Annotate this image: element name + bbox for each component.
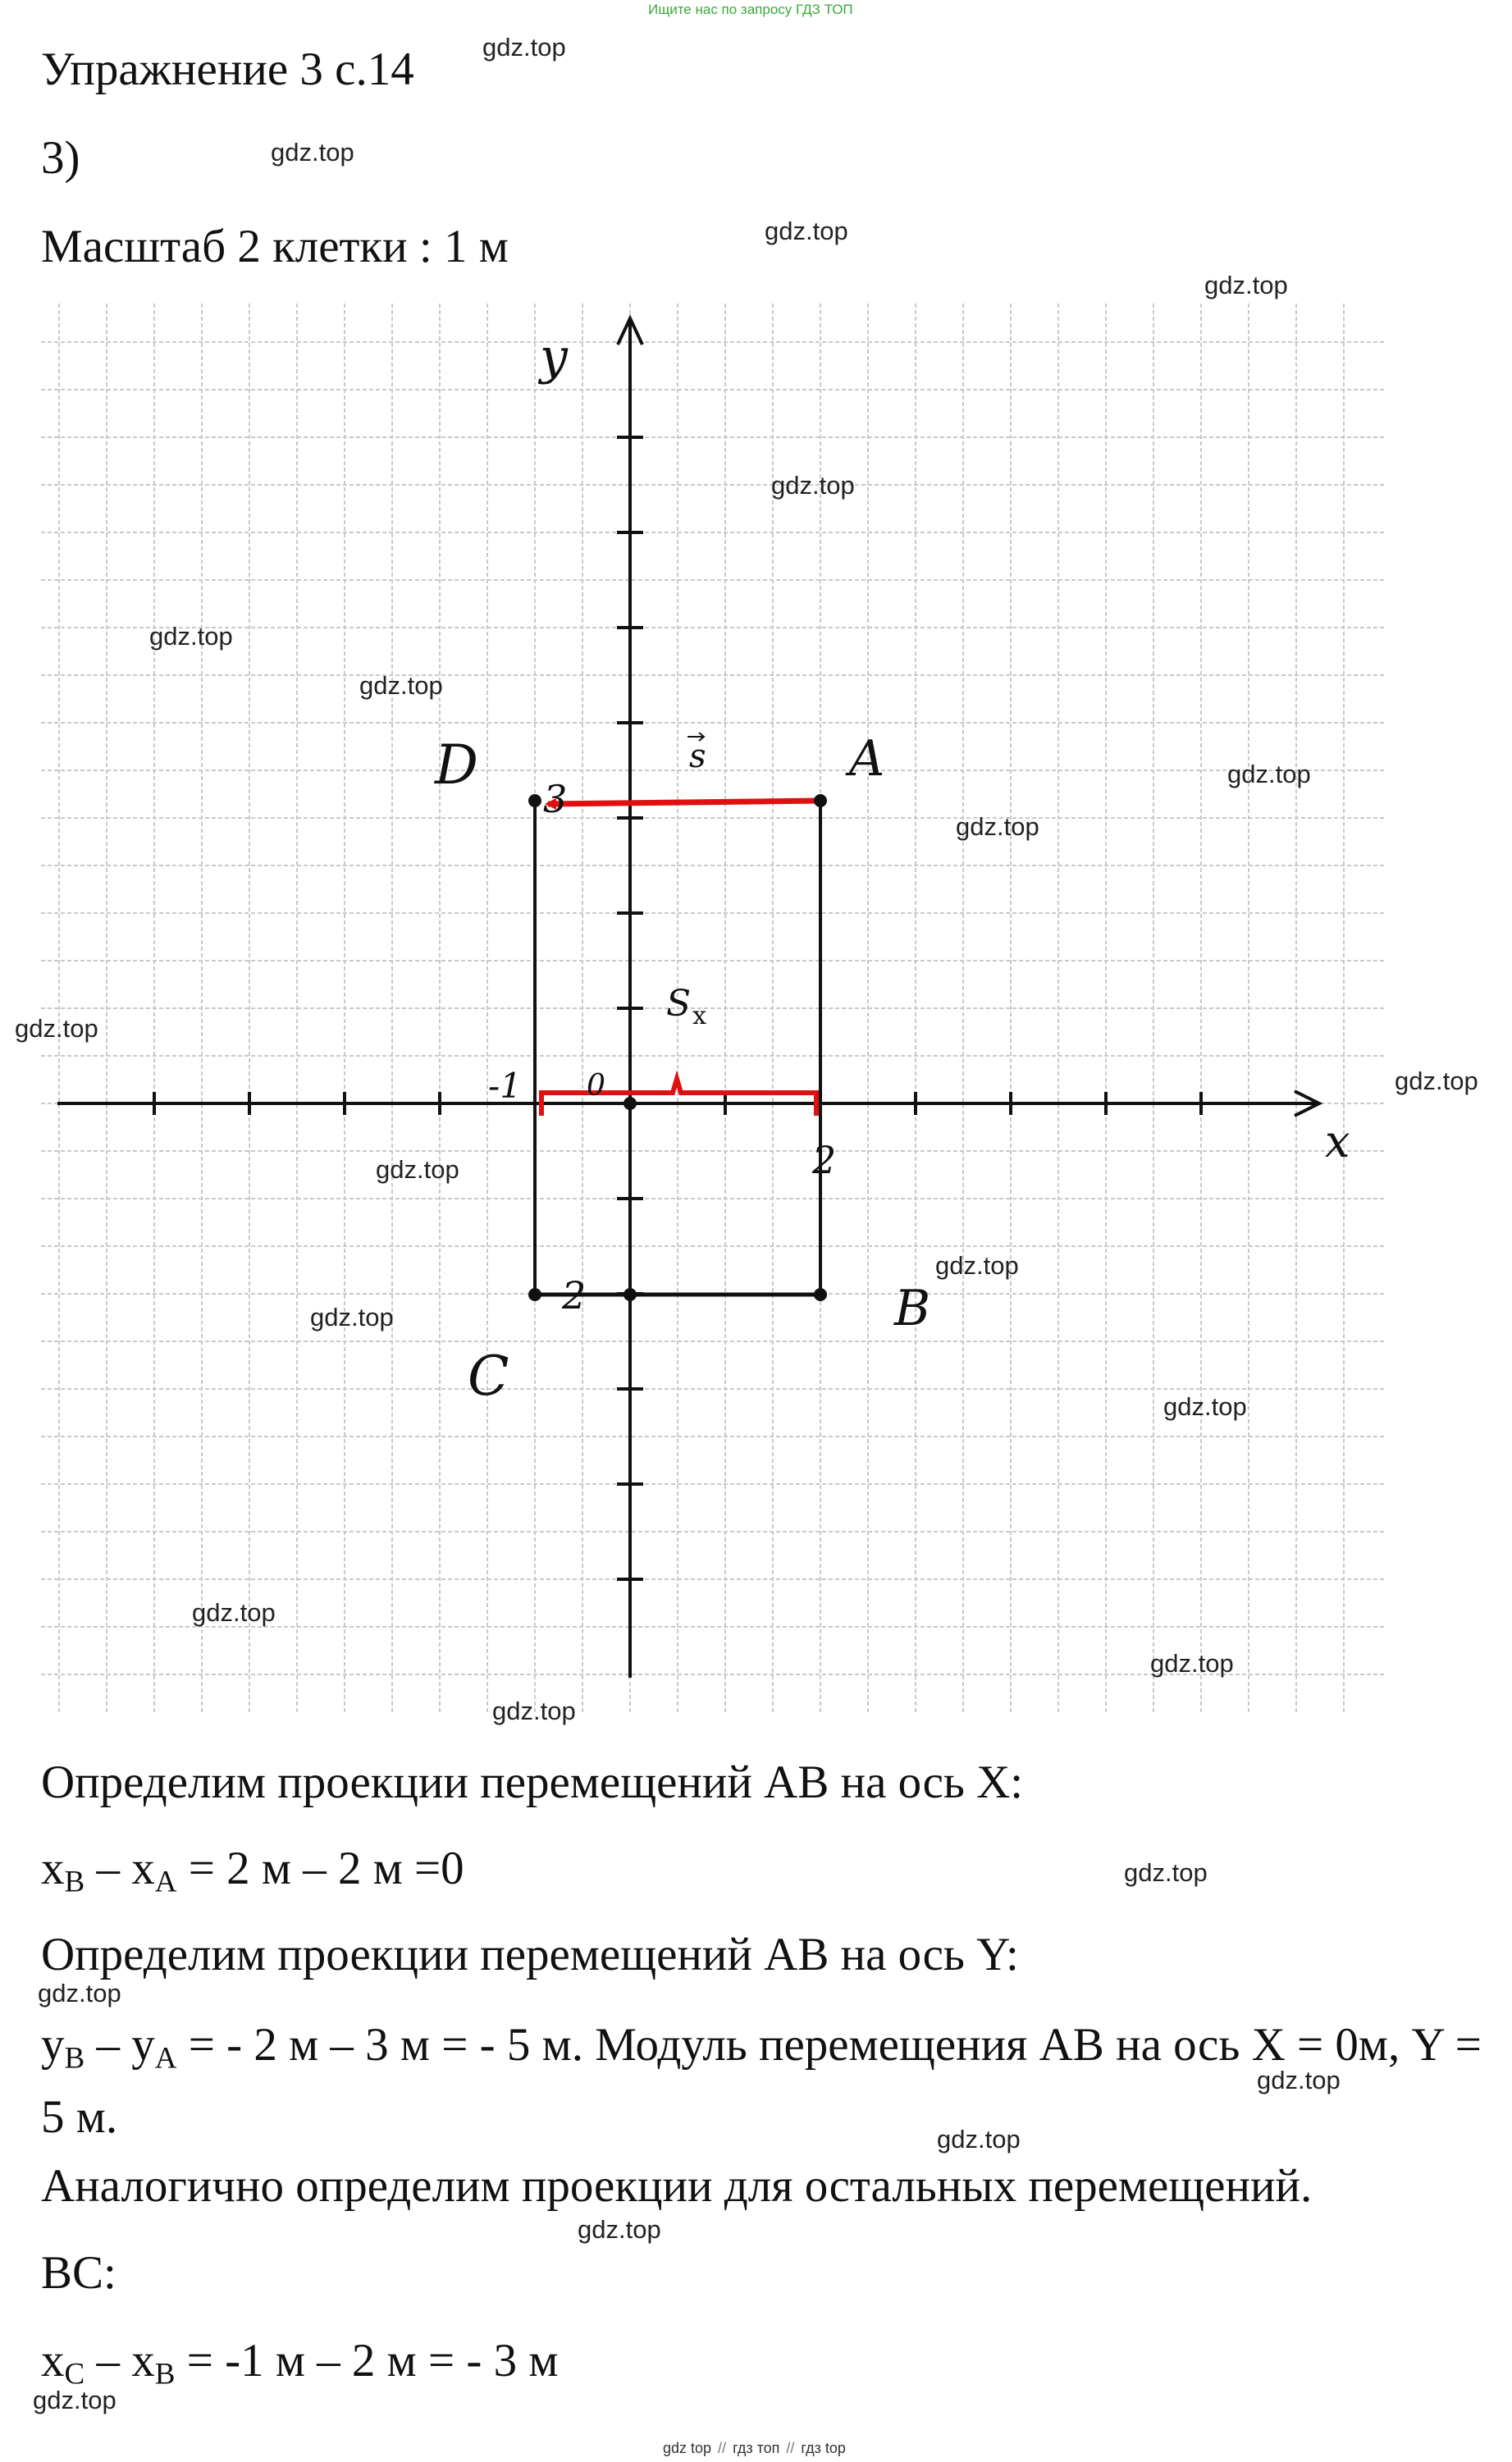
- point-d-label: D: [435, 733, 478, 797]
- footer-link[interactable]: гдз топ: [733, 2440, 780, 2456]
- y-three-label: 3: [543, 777, 568, 821]
- point-b-dot: [814, 1288, 827, 1301]
- equation-bc-x: $x_C - x_B = -1$ м – 2 м = - 3 м: [41, 2335, 559, 2391]
- text-line-others: Аналогично определим проекции для остальных перемещений.: [41, 2160, 1313, 2212]
- footer-link[interactable]: гдз top: [801, 2440, 846, 2456]
- watermark: gdz.top: [310, 1303, 394, 1331]
- graph-paper-grid: [41, 304, 1386, 1715]
- point-c-dot: [528, 1288, 541, 1301]
- watermark: gdz.top: [1257, 2066, 1341, 2094]
- watermark: gdz.top: [376, 1155, 459, 1184]
- watermark: gdz.top: [1150, 1649, 1234, 1678]
- watermark: gdz.top: [765, 217, 848, 245]
- watermark: gdz.top: [38, 1979, 121, 2008]
- projection-label: $S_x$: [666, 983, 707, 1030]
- y-minus-two-label: 2: [562, 1273, 587, 1318]
- watermark: gdz.top: [1227, 760, 1311, 788]
- watermark: gdz.top: [1204, 271, 1288, 299]
- footer-links: [663, 2440, 846, 2457]
- y-axis-label: y: [540, 328, 568, 386]
- axis-crossing-dot: [624, 1288, 637, 1301]
- scale-caption: Масштаб 2 клетки : 1 м: [41, 221, 509, 272]
- watermark: gdz.top: [271, 138, 354, 167]
- text-line-ab-x: Определим проекции перемещений АВ на ось Х:: [41, 1756, 1024, 1808]
- watermark: gdz.top: [192, 1598, 276, 1627]
- footer-separator: //: [786, 2440, 795, 2456]
- exercise-title: Упражнение 3 с.14: [41, 43, 414, 95]
- text-line-ab-y: Определим проекции перемещений АВ на ось Y:: [41, 1929, 1019, 1980]
- x-axis-label: x: [1325, 1116, 1350, 1167]
- item-number: 3): [41, 132, 80, 184]
- watermark: gdz.top: [937, 2125, 1021, 2154]
- displacement-vector: [548, 801, 820, 804]
- watermark: gdz.top: [149, 622, 233, 651]
- x-two-label: 2: [812, 1138, 837, 1182]
- vector-label: s: [689, 738, 706, 775]
- point-d-dot: [528, 794, 541, 807]
- projection-brace: [541, 1079, 816, 1116]
- origin-dot: [624, 1097, 637, 1110]
- watermark: gdz.top: [578, 2215, 661, 2244]
- watermark: gdz.top: [771, 471, 855, 500]
- equation-ab-x: $x_B - x_A = 2$ м – 2 м =0: [41, 1843, 464, 1899]
- watermark: gdz.top: [1163, 1392, 1247, 1421]
- watermark: gdz.top: [482, 33, 566, 62]
- watermark: gdz.top: [935, 1251, 1019, 1280]
- section-bc: ВС:: [41, 2247, 116, 2299]
- point-b-label: B: [894, 1280, 931, 1337]
- point-a-dot: [814, 794, 827, 807]
- top-search-hint[interactable]: Ищите нас по запросу ГДЗ ТОП: [648, 2, 853, 17]
- origin-label: 0: [587, 1069, 605, 1103]
- minus-one-label: -1: [488, 1066, 522, 1106]
- equation-ab-y: $y_B - y_A$ = - 2 м – 3 м = - 5 м. Модуль перемещения АВ на ось Х = 0м, Y = 5 м.: [41, 2019, 1482, 2144]
- point-a-label: A: [849, 730, 885, 788]
- footer-separator: //: [718, 2440, 727, 2456]
- watermark: gdz.top: [956, 812, 1039, 841]
- watermark: gdz.top: [1124, 1858, 1208, 1887]
- watermark: gdz.top: [1395, 1067, 1478, 1095]
- footer-link[interactable]: gdz top: [663, 2440, 712, 2456]
- watermark: gdz.top: [33, 2386, 116, 2414]
- watermark: gdz.top: [492, 1697, 576, 1725]
- point-c-label: C: [468, 1345, 509, 1408]
- watermark: gdz.top: [15, 1014, 98, 1043]
- coordinate-plane-figure: [41, 304, 1386, 1715]
- watermark: gdz.top: [359, 671, 443, 700]
